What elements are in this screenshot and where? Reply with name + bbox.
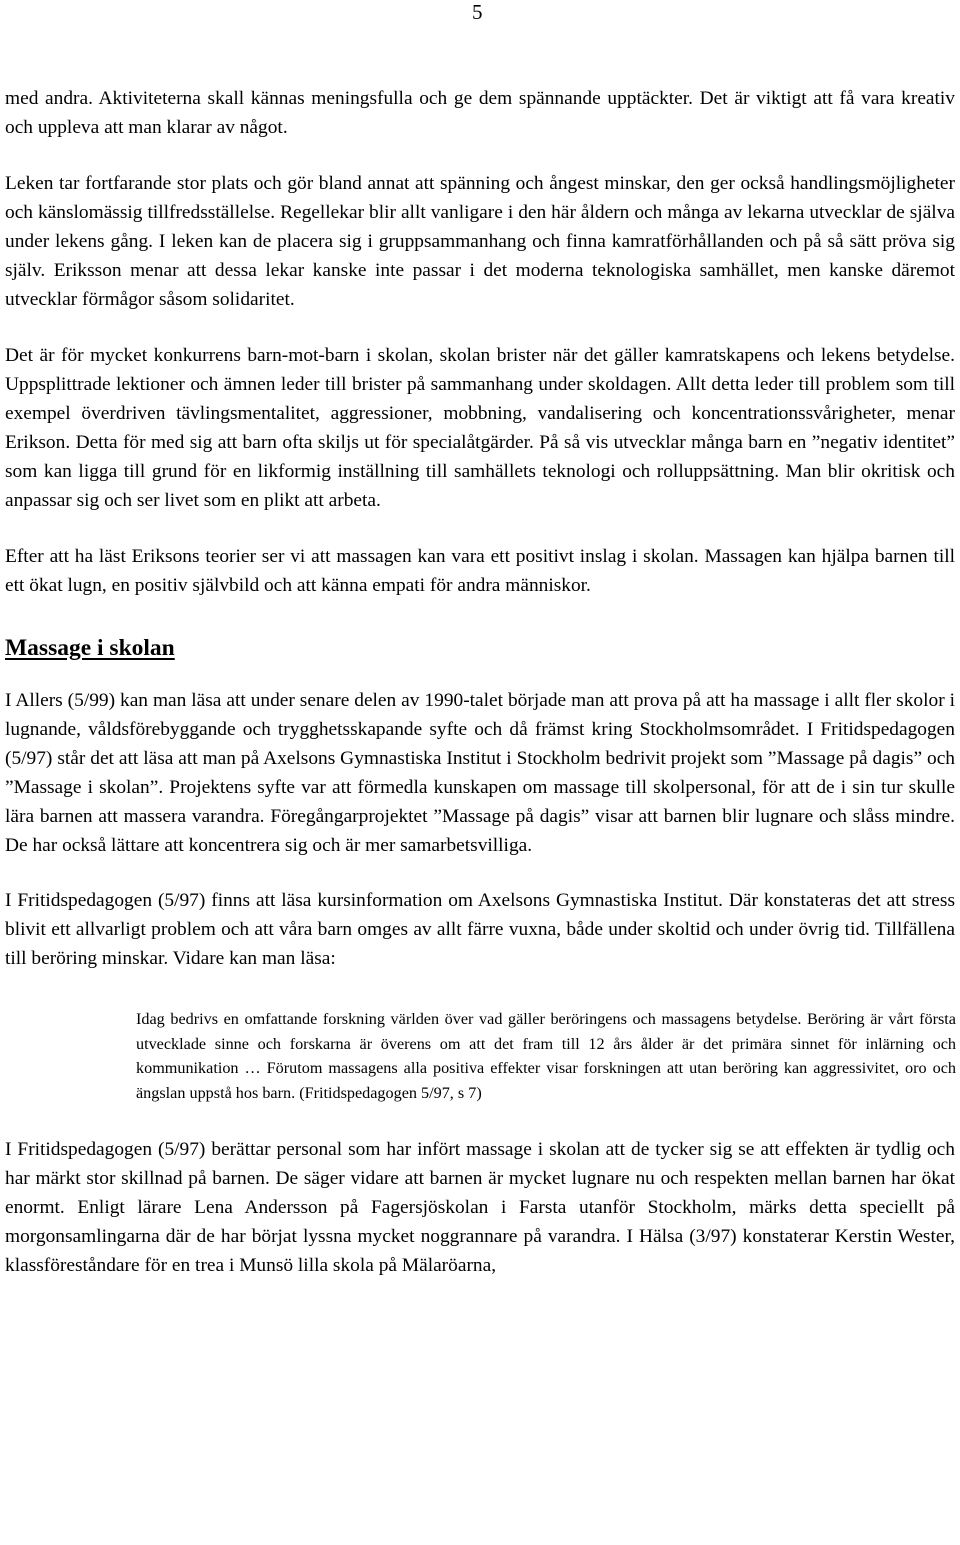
paragraph: med andra. Aktiviteterna skall kännas meningsfulla och ge dem spännande upptäckter. Det är viktigt att få vara kreativ och uppleva att man klarar av något. [5, 88, 955, 138]
paragraph: Leken tar fortfarande stor plats och gör bland annat att spänning och ångest minskar, den ger också handlingsmöjligheter och känslomässig tillfredsställelse. Regellekar blir allt vanligare i den här åldern och många av lekarna utvecklar de själva under lekens gång. I leken kan de placera sig i gruppsammanhang och finna kamratförhållanden och på så sätt pröva sig själv. Eriksson menar att dessa lekar kanske inte passar i det moderna teknologiska samhället, men kanske däremot utvecklar förmågor såsom solidaritet. [5, 173, 955, 310]
paragraph: I Fritidspedagogen (5/97) finns att läsa kursinformation om Axelsons Gymnastiska Institut. Där konstateras det att stress blivit ett allvarligt problem och att våra barn omges av allt färre vuxna, både under skoltid och under övrig tid. Tillfällena till beröring minskar. Vidare kan man läsa: [5, 890, 955, 969]
block-quote: Idag bedrivs en omfattande forskning världen över vad gäller beröringens och massagens betydelse. Beröring är vårt första utvecklade sinne och forskarna är överens om att det fram till 12 års ålder är det primära sinnet för inlärning och kommunikation … Förutom massagens alla positiva effekter visar forskningen att utan beröring kan aggressivitet, oro och ängslan uppstå hos barn. (Fritidspedagogen 5/97, s 7) [136, 1010, 956, 1102]
paragraph: I Allers (5/99) kan man läsa att under senare delen av 1990-talet började man att prova på att ha massage i allt fler skolor i lugnande, våldsförebyggande och trygghetsskapande syfte och då främst kring Stockholmsområdet. I Fritidspedagogen (5/97) står det att läsa att man på Axelsons Gymnastiska Institut i Stockholm bedrivit projekt som ”Massage på dagis” och ”Massage i skolan”. Projektens syfte var att förmedla kunskapen om massage till skolpersonal, för att de i sin tur skulle lära barnen att massera varandra. Föregångarprojektet ”Massage på dagis” visar att barnen blir lugnare och slåss mindre. De har också lättare att koncentrera sig och är mer samarbetsvilliga. [5, 690, 955, 856]
document-body [5, 84, 955, 1307]
page-number: 5 [472, 0, 483, 24]
section-heading: Massage i skolan [5, 635, 175, 661]
paragraph: Det är för mycket konkurrens barn-mot-barn i skolan, skolan brister när det gäller kamratskapens och lekens betydelse. Uppsplittrade lektioner och ämnen leder till brister på sammanhang under skoldagen. Allt detta leder till problem som till exempel överdriven tävlingsmentalitet, aggressioner, mobbning, vandalisering och koncentrationssvårigheter, menar Erikson. Detta för med sig att barn ofta skiljs ut för specialåtgärder. På så vis utvecklar många barn en ”negativ identitet” som kan ligga till grund för en likformig inställning till samhällets teknologi och rolluppsättning. Man blir okritisk och anpassar sig och ser livet som en plikt att arbeta. [5, 345, 955, 511]
paragraph: I Fritidspedagogen (5/97) berättar personal som har infört massage i skolan att de tycker sig se att effekten är tydlig och har märkt stor skillnad på barnen. De säger vidare att barnen är mycket lugnare nu och respekten mellan barnen har ökat enormt. Enligt lärare Lena Andersson på Fagersjöskolan i Farsta utanför Stockholm, märks detta speciellt på morgonsamlingarna där de har börjat lyssna mycket noggrannare på varandra. I Hälsa (3/97) konstaterar Kerstin Wester, klassföreståndare för en trea i Munsö lilla skola på Mälaröarna, [5, 1139, 955, 1276]
paragraph: Efter att ha läst Eriksons teorier ser vi att massagen kan vara ett positivt inslag i skolan. Massagen kan hjälpa barnen till ett ökat lugn, en positiv självbild och att känna empati för andra människor. [5, 546, 955, 596]
